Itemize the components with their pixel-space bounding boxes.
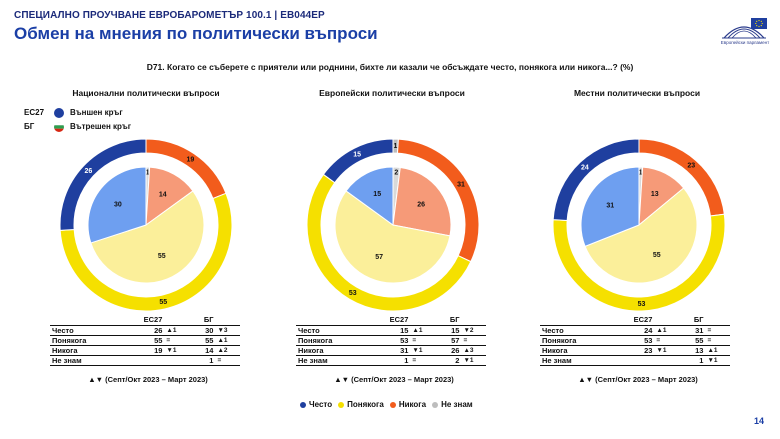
- row-label: Често: [50, 325, 124, 335]
- inner-label-often: 15: [373, 190, 382, 198]
- chart-title-local: Местни политически въпроси: [573, 88, 701, 98]
- row-label: Никога: [50, 345, 124, 355]
- donut-chart-local: [549, 135, 729, 315]
- row-label: Понякога: [540, 335, 614, 345]
- bg-change: ▲2: [215, 345, 240, 355]
- data-table-national: [50, 314, 240, 366]
- bg-change: ▲1: [705, 345, 730, 355]
- legend-label: Не знам: [441, 400, 473, 409]
- legend-label: Никога: [398, 400, 427, 409]
- outer-label-never: 23: [687, 162, 696, 170]
- often-swatch-icon: [300, 402, 306, 408]
- eu-value: 55: [124, 335, 165, 345]
- legend-item-sometimes: [338, 400, 384, 409]
- eu-value: 23: [614, 345, 655, 355]
- bg-value: 2: [431, 355, 462, 365]
- bg-value: 26: [431, 345, 462, 355]
- legend-item-dont-know: [432, 400, 473, 409]
- category-legend: [300, 400, 473, 409]
- table-header-eu: ЕС27: [389, 314, 409, 324]
- bg-change: ▲1: [215, 335, 240, 345]
- table-row: [50, 335, 240, 345]
- bg-change: =: [215, 355, 240, 365]
- bg-value: 30: [185, 325, 216, 335]
- bg-value: 1: [185, 355, 216, 365]
- table-row: [296, 345, 486, 355]
- bg-change: ▼3: [215, 325, 240, 335]
- ring-legend-inner-text: Вътрешен кръг: [70, 122, 132, 131]
- page-number: 14: [754, 416, 765, 426]
- logo-caption: Европейски парламент: [720, 40, 770, 45]
- row-label: Не знам: [540, 355, 614, 365]
- eu-change: ▼1: [654, 345, 674, 355]
- inner-label-never: 13: [650, 190, 659, 198]
- legend-item-never: [390, 400, 426, 409]
- bg-value: 13: [675, 345, 706, 355]
- bg-value: 14: [185, 345, 216, 355]
- eu-value: 53: [614, 335, 655, 345]
- table-header-eu: ЕС27: [633, 314, 653, 324]
- eu-change: [164, 355, 184, 365]
- eu-value: 19: [124, 345, 165, 355]
- data-table-local: [540, 314, 730, 366]
- eu-change: ▼1: [164, 345, 184, 355]
- page-title: Обмен на мнения по политически въпроси: [14, 24, 378, 43]
- bg-change: ▼1: [461, 355, 486, 365]
- row-label: Не знам: [50, 355, 124, 365]
- inner-label-dont-know: 2: [394, 169, 399, 177]
- table-row: [296, 355, 486, 365]
- legend-label: Често: [309, 400, 333, 409]
- outer-label-often: 15: [353, 151, 362, 159]
- table-header-bg: БГ: [203, 314, 214, 324]
- donut-chart-european: [303, 135, 483, 315]
- bg-change: ▲3: [461, 345, 486, 355]
- inner-label-sometimes: 55: [652, 251, 661, 259]
- eu-value: 1: [370, 355, 411, 365]
- inner-label-sometimes: 57: [375, 253, 384, 261]
- legend-label: Понякога: [347, 400, 384, 409]
- never-swatch-icon: [390, 402, 396, 408]
- inner-label-never: 26: [417, 201, 426, 209]
- row-label: Никога: [540, 345, 614, 355]
- outer-label-sometimes: 55: [159, 298, 168, 306]
- eu-change: [654, 355, 674, 365]
- bg-value: 55: [185, 335, 216, 345]
- outer-label-often: 26: [84, 167, 93, 175]
- table-row: [296, 325, 486, 335]
- table-row: [296, 335, 486, 345]
- row-label: Никога: [296, 345, 370, 355]
- row-label: Понякога: [296, 335, 370, 345]
- eu-change: =: [164, 335, 184, 345]
- table-row: [540, 335, 730, 345]
- eu-value: 26: [124, 325, 165, 335]
- donut-chart-national: [56, 135, 236, 315]
- period-note-european: ▲▼ (Септ/Окт 2023 – Март 2023): [334, 375, 454, 384]
- outer-label-sometimes: 53: [637, 300, 646, 308]
- table-row: [540, 345, 730, 355]
- bg-change: =: [705, 335, 730, 345]
- eu-value: [124, 355, 165, 365]
- inner-label-dont-know: 1: [638, 169, 643, 177]
- eu-change: ▲1: [410, 325, 430, 335]
- inner-label-never: 14: [158, 191, 167, 199]
- bg-value: 55: [675, 335, 706, 345]
- ring-legend-outer: [24, 108, 224, 120]
- eu-change: =: [410, 355, 430, 365]
- report-subtitle: СПЕЦИАЛНО ПРОУЧВАНЕ ЕВРОБАРОМЕТЪР 100.1 | EB044EP: [14, 10, 325, 21]
- table-row: [50, 345, 240, 355]
- ring-legend-outer-text: Външен кръг: [70, 108, 123, 117]
- bulgarian-flag-icon: [54, 122, 64, 132]
- outer-label-never: 31: [457, 181, 465, 189]
- chart-title-european: Европейски политически въпроси: [319, 88, 465, 98]
- bg-value: 57: [431, 335, 462, 345]
- table-row: [50, 325, 240, 335]
- eu-change: ▲1: [164, 325, 184, 335]
- outer-label-sometimes: 53: [348, 289, 357, 297]
- table-row: [540, 355, 730, 365]
- row-label: Често: [296, 325, 370, 335]
- eu-change: ▲1: [654, 325, 674, 335]
- dont-know-swatch-icon: [432, 402, 438, 408]
- eu-change: =: [654, 335, 674, 345]
- sometimes-swatch-icon: [338, 402, 344, 408]
- data-table-european: [296, 314, 486, 366]
- ring-legend-inner-label: БГ: [24, 122, 35, 131]
- outer-label-often: 24: [581, 164, 589, 172]
- bg-value: 15: [431, 325, 462, 335]
- inner-label-often: 30: [113, 201, 122, 209]
- eu-change: =: [410, 335, 430, 345]
- ring-legend-inner: [24, 122, 224, 134]
- table-row: [50, 355, 240, 365]
- bg-value: 1: [675, 355, 706, 365]
- eu-change: ▼1: [410, 345, 430, 355]
- table-header-bg: БГ: [449, 314, 460, 324]
- row-label: Не знам: [296, 355, 370, 365]
- outer-label-dont-know: 1: [393, 142, 398, 150]
- eu-value: 24: [614, 325, 655, 335]
- inner-label-sometimes: 55: [157, 252, 166, 260]
- period-note-national: ▲▼ (Септ/Окт 2023 – Март 2023): [88, 375, 208, 384]
- table-row: [540, 325, 730, 335]
- ring-legend-outer-label: ЕС27: [24, 108, 45, 117]
- inner-label-often: 31: [606, 202, 615, 210]
- row-label: Често: [540, 325, 614, 335]
- inner-label-dont-know: 1: [145, 169, 150, 177]
- chart-title-national: Национални политически въпроси: [72, 88, 220, 98]
- bg-value: 31: [675, 325, 706, 335]
- outer-label-never: 19: [186, 156, 195, 164]
- period-note-local: ▲▼ (Септ/Окт 2023 – Март 2023): [578, 375, 698, 384]
- outer-ring-icon: [54, 108, 64, 118]
- bg-change: ▼2: [461, 325, 486, 335]
- bg-change: =: [705, 325, 730, 335]
- row-label: Понякога: [50, 335, 124, 345]
- table-header-bg: БГ: [693, 314, 704, 324]
- table-header-eu: ЕС27: [143, 314, 163, 324]
- question-text: D71. Когато се съберете с приятели или роднини, бихте ли казали че обсъждате често, понякога или никога...? (%): [146, 62, 634, 72]
- eu-value: 31: [370, 345, 411, 355]
- eu-value: 53: [370, 335, 411, 345]
- eu-value: [614, 355, 655, 365]
- bg-change: =: [461, 335, 486, 345]
- eu-value: 15: [370, 325, 411, 335]
- legend-item-often: [300, 400, 332, 409]
- bg-change: ▼1: [705, 355, 730, 365]
